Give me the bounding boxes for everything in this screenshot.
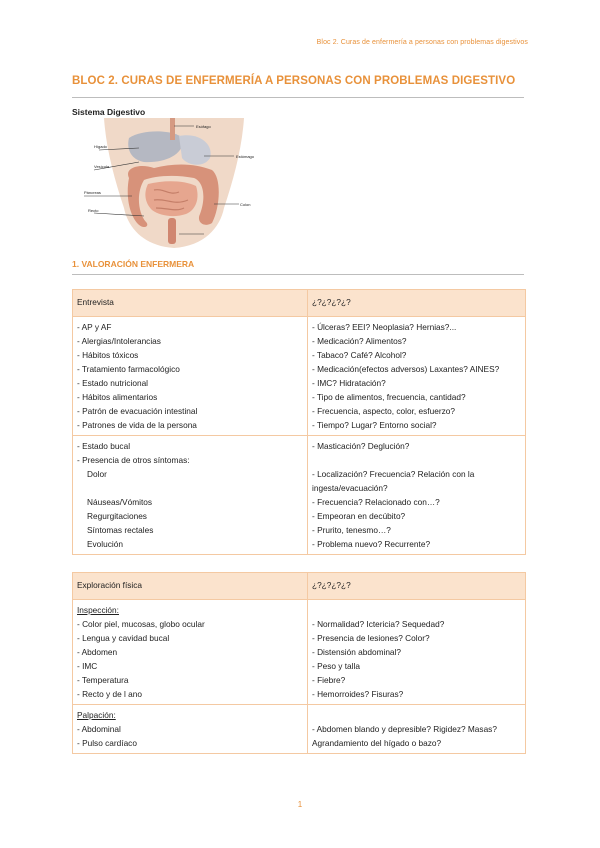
list-item: - Frecuencia? Relacionado con…? [312, 497, 440, 507]
list-item: Regurgitaciones [87, 511, 147, 521]
list-item: Evolución [87, 539, 123, 549]
figure-label: Recto [88, 208, 99, 213]
list-item: - Frecuencia, aspecto, color, esfuerzo? [312, 406, 455, 416]
list-item: - Abdomen [77, 647, 118, 657]
list-item: Agrandamiento del hígado o bazo? [312, 738, 442, 748]
table-cell [308, 705, 526, 754]
list-item: - Localización? Frecuencia? Relación con la [312, 469, 475, 479]
table-row [73, 436, 526, 555]
table-cell [73, 436, 308, 555]
list-item: Dolor [87, 469, 107, 479]
list-item: - Fiebre? [312, 675, 346, 685]
list-item: - Estado bucal [77, 441, 131, 451]
list-item: - IMC [77, 661, 98, 671]
list-item: - Medicación? Alimentos? [312, 336, 407, 346]
list-item: - Hábitos alimentarios [77, 392, 158, 402]
list-item: - Tratamiento farmacológico [77, 364, 180, 374]
list-item: - IMC? Hidratación? [312, 378, 386, 388]
table-row [73, 705, 526, 754]
figure-label: Esófago [196, 124, 211, 129]
list-item: - Patrón de evacuación intestinal [77, 406, 198, 416]
spacer [312, 603, 521, 617]
list-item: - AP y AF [77, 322, 112, 332]
list-item: - Temperatura [77, 675, 129, 685]
digestive-system-illustration [84, 118, 264, 250]
section-divider [72, 274, 524, 275]
figure-label: Vesícula [94, 164, 110, 169]
table-header-cell: Entrevista [73, 290, 308, 317]
list-item: - Empeoran en decúbito? [312, 511, 406, 521]
spacer [312, 708, 521, 722]
table-cell [73, 705, 308, 754]
figure-label: Páncreas [84, 190, 101, 195]
list-item: - Lengua y cavidad bucal [77, 633, 170, 643]
physical-exam-table [72, 572, 526, 754]
running-header: Bloc 2. Curas de enfermería a personas con problemas digestivos [316, 39, 528, 46]
table-header-row [73, 573, 526, 600]
list-item: - Tiempo? Lugar? Entorno social? [312, 420, 437, 430]
list-item: - Pulso cardíaco [77, 738, 137, 748]
title-divider [72, 97, 524, 98]
list-item: - Masticación? Deglución? [312, 441, 410, 451]
list-item: - Recto y de l ano [77, 689, 143, 699]
table-row [73, 600, 526, 705]
figure-label: Estómago [236, 154, 255, 159]
table-header-cell: Exploración física [73, 573, 308, 600]
table-cell [73, 317, 308, 436]
table-row [73, 317, 526, 436]
list-item: - Color piel, mucosas, globo ocular [77, 619, 205, 629]
list-item: - Abdomen blando y depresible? Rigidez? Masas? [312, 724, 497, 734]
list-item: - Hábitos tóxicos [77, 350, 139, 360]
list-item: - Presencia de otros síntomas: [77, 455, 190, 465]
document-title: BLOC 2. CURAS DE ENFERMERÍA A PERSONAS CON PROBLEMAS DIGESTIVO [72, 75, 516, 87]
table-header-cell: ¿?¿?¿?¿? [308, 290, 526, 317]
list-item: - Úlceras? EEI? Neoplasia? Hernias?... [312, 322, 457, 332]
subsection-label-palpacion: Palpación: [77, 710, 116, 720]
section-subtitle: Sistema Digestivo [72, 107, 146, 117]
list-item: - Distensión abdominal? [312, 647, 402, 657]
page-number: 1 [297, 800, 303, 809]
rectum-shape [168, 218, 176, 244]
list-item: - Estado nutricional [77, 378, 149, 388]
table-cell [73, 600, 308, 705]
list-item: - Peso y talla [312, 661, 360, 671]
list-item: - Prurito, tenesmo…? [312, 525, 391, 535]
list-item: Síntomas rectales [87, 525, 154, 535]
list-item: - Tipo de alimentos, frecuencia, cantidad? [312, 392, 466, 402]
list-item: - Abdominal [77, 724, 121, 734]
list-item: - Presencia de lesiones? Color? [312, 633, 430, 643]
subsection-label-inspeccion: Inspección: [77, 605, 119, 615]
spacer [312, 453, 521, 467]
figure-label: Hígado [94, 144, 107, 149]
spacer [77, 481, 303, 495]
list-item: - Normalidad? Ictericia? Sequedad? [312, 619, 445, 629]
table-cell [308, 600, 526, 705]
interview-table [72, 289, 526, 555]
list-item: ingesta/evacuación? [312, 483, 388, 493]
list-item: - Hemorroides? Fisuras? [312, 689, 404, 699]
table-cell [308, 317, 526, 436]
list-item: - Problema nuevo? Recurrente? [312, 539, 431, 549]
esophagus-shape [170, 118, 175, 140]
table-header-cell: ¿?¿?¿?¿? [308, 573, 526, 600]
list-item: Náuseas/Vómitos [87, 497, 153, 507]
table-cell [308, 436, 526, 555]
list-item: - Patrones de vida de la persona [77, 420, 197, 430]
list-item: - Medicación(efectos adversos) Laxantes? AINES? [312, 364, 500, 374]
figure-label: Colon [240, 202, 251, 207]
table-header-row [73, 290, 526, 317]
list-item: - Alergias/Intolerancias [77, 336, 161, 346]
section-heading-valoracion: 1. VALORACIÓN ENFERMERA [72, 259, 195, 269]
list-item: - Tabaco? Café? Alcohol? [312, 350, 407, 360]
digestive-system-svg [84, 118, 264, 250]
